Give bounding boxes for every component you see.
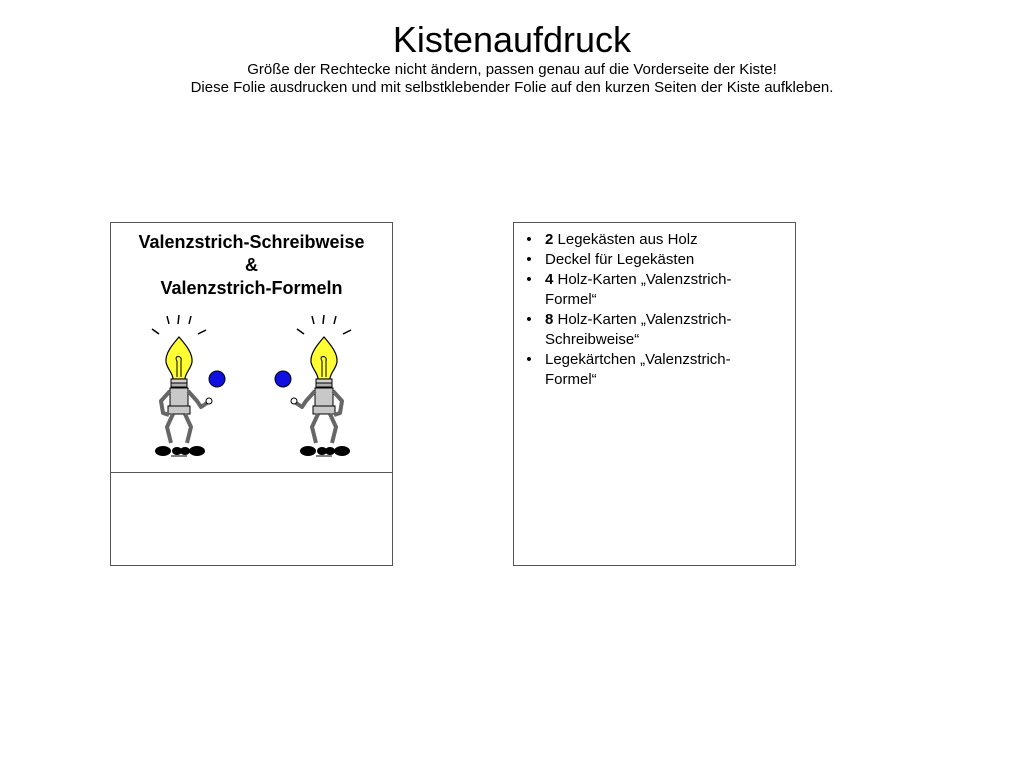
instruction-line-2: Diese Folie ausdrucken und mit selbstklebender Folie auf den kurzen Seiten der Kiste aufkleben. <box>190 79 834 96</box>
lightbulb-character-icon <box>291 315 351 456</box>
bullet-icon: • <box>526 271 532 288</box>
contents-list <box>523 230 783 390</box>
item-count: 4 <box>545 271 554 288</box>
list-item <box>523 310 783 350</box>
instruction-line-1: Größe der Rechtecke nicht ändern, passen genau auf die Vorderseite der Kiste! <box>247 61 777 78</box>
heading-line-2: & <box>245 255 258 275</box>
box-divider <box>111 472 392 473</box>
lightbulb-figures <box>111 303 392 463</box>
page-title: Kistenaufdruck <box>392 19 632 60</box>
bullet-icon: • <box>526 311 532 328</box>
list-item <box>523 350 783 390</box>
heading-line-3: Valenzstrich-Formeln <box>160 278 343 298</box>
item-text: Holz-Karten „Valenzstrich- <box>553 311 732 328</box>
item-text-cont: Schreibweise“ <box>545 331 640 348</box>
bullet-icon: • <box>526 351 532 368</box>
item-count: 8 <box>545 311 554 328</box>
label-box-left <box>110 222 393 566</box>
bullet-icon: • <box>526 251 532 268</box>
lightbulb-character-icon <box>152 315 212 456</box>
item-text-cont: Formel“ <box>545 371 597 388</box>
item-text-cont: Formel“ <box>545 291 597 308</box>
item-text: Legekästen aus Holz <box>553 231 698 248</box>
label-heading <box>111 231 392 300</box>
list-item <box>523 270 783 310</box>
heading-line-1: Valenzstrich-Schreibweise <box>138 232 365 252</box>
item-text: Holz-Karten „Valenzstrich- <box>553 271 732 288</box>
item-text: Legekärtchen „Valenzstrich- <box>545 351 731 368</box>
item-count: 2 <box>545 231 554 248</box>
ball-1 <box>209 371 225 387</box>
bullet-icon: • <box>526 231 532 248</box>
list-item <box>523 250 783 270</box>
contents-box-right <box>513 222 796 566</box>
list-item <box>523 230 783 250</box>
item-text: Deckel für Legekästen <box>545 251 695 268</box>
ball-2 <box>275 371 291 387</box>
